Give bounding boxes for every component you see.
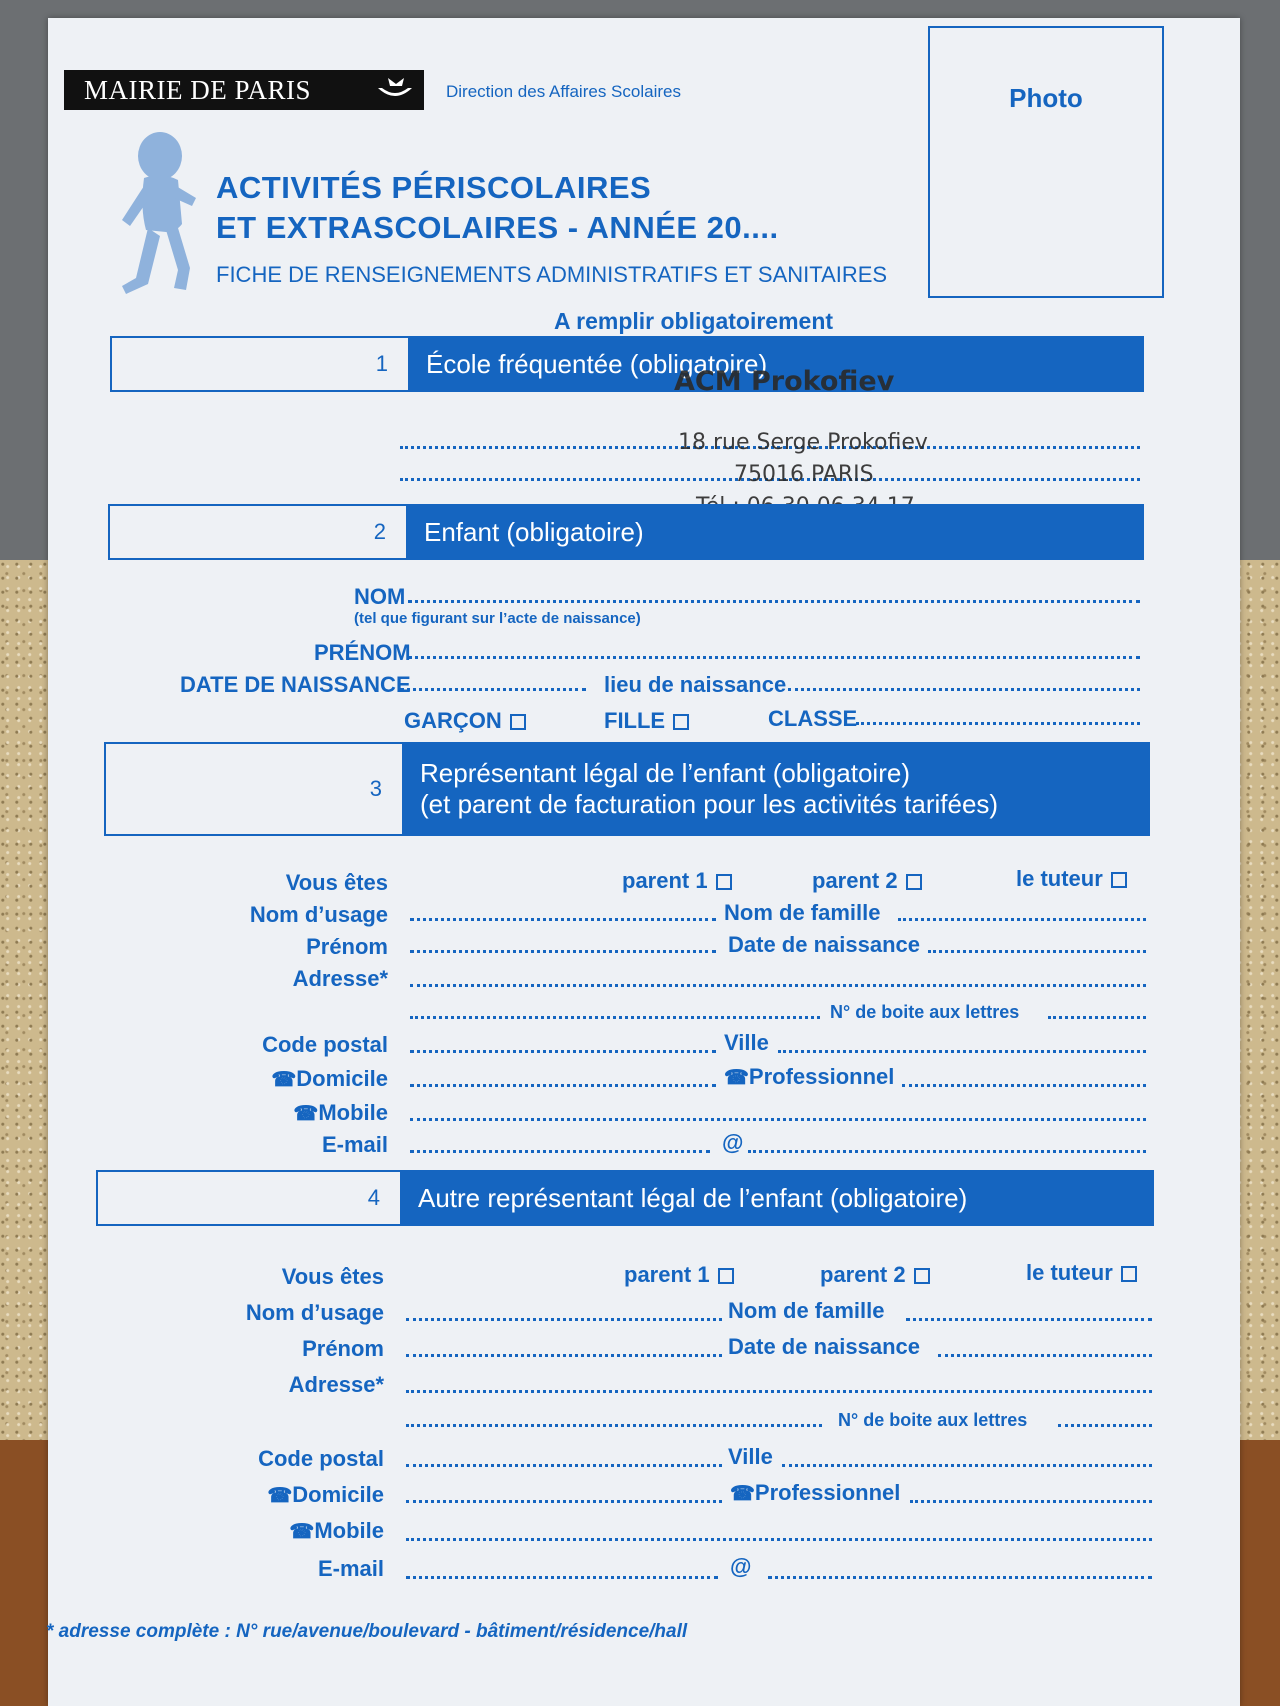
rep2-parent1-option[interactable]	[624, 1262, 734, 1288]
child-dob-field[interactable]	[400, 688, 586, 691]
fille-label: FILLE	[604, 708, 666, 733]
photo-box	[928, 26, 1164, 298]
parent1-label: parent 1	[622, 868, 708, 893]
child-prenom-field[interactable]	[408, 656, 1140, 659]
rep1-domicile-label	[188, 1066, 388, 1092]
section-3-header	[104, 742, 1150, 836]
rep2-nom-famille-field[interactable]	[906, 1318, 1152, 1321]
rep1-nom-famille-label: Nom de famille	[724, 900, 881, 925]
rep1-email-field[interactable]	[410, 1150, 710, 1153]
domicile-text: Domicile	[292, 1482, 384, 1507]
checkbox-icon[interactable]	[1121, 1266, 1137, 1282]
rep1-prenom-field[interactable]	[410, 950, 716, 953]
section-3-title-line1: Représentant légal de l’enfant (obligatoire)	[420, 758, 910, 788]
checkbox-icon[interactable]	[1111, 872, 1127, 888]
rep2-adresse-field[interactable]	[406, 1390, 1152, 1393]
rep2-tuteur-option[interactable]	[1026, 1260, 1137, 1286]
stamp-city: 75016 PARIS	[734, 462, 874, 487]
child-garcon-option[interactable]	[404, 708, 526, 734]
rep2-ville-label: Ville	[728, 1444, 773, 1469]
parent1-label: parent 1	[624, 1262, 710, 1287]
rep2-nom-famille-label: Nom de famille	[728, 1298, 885, 1323]
paris-ship-logo-icon	[374, 74, 416, 106]
section-4-title: Autre représentant légal de l’enfant (obligatoire)	[402, 1170, 1154, 1226]
telephone-icon: ☎	[724, 1067, 749, 1089]
photo-label: Photo	[1009, 82, 1083, 113]
rep2-adresse-field-2[interactable]	[406, 1424, 822, 1427]
professionnel-text: Professionnel	[748, 1064, 895, 1089]
checkbox-icon[interactable]	[914, 1268, 930, 1284]
domicile-text: Domicile	[296, 1066, 388, 1091]
child-classe-label: CLASSE	[768, 706, 858, 731]
rep2-vous-etes-label: Vous êtes	[281, 1264, 384, 1289]
checkbox-icon[interactable]	[906, 874, 922, 890]
rep1-professionnel-label	[724, 1064, 894, 1090]
checkbox-icon[interactable]	[716, 874, 732, 890]
child-nom-label: NOM	[354, 584, 406, 609]
rep2-nom-usage-field[interactable]	[406, 1318, 722, 1321]
rep1-vous-etes-label: Vous êtes	[285, 870, 388, 895]
rep1-code-postal-field[interactable]	[410, 1050, 716, 1053]
child-nom-field[interactable]	[408, 600, 1140, 603]
telephone-icon: ☎	[289, 1521, 315, 1543]
rep2-professionnel-field[interactable]	[910, 1500, 1152, 1503]
rep1-adresse-label: Adresse*	[292, 966, 388, 991]
child-prenom-label: PRÉNOM	[314, 640, 411, 665]
telephone-icon: ☎	[293, 1103, 319, 1125]
rep1-ville-field[interactable]	[778, 1050, 1146, 1053]
rep2-professionnel-label	[730, 1480, 900, 1506]
direction-label: Direction des Affaires Scolaires	[446, 82, 681, 101]
rep2-email-domain-field[interactable]	[768, 1576, 1152, 1579]
telephone-icon: ☎	[730, 1483, 755, 1505]
rep2-parent2-option[interactable]	[820, 1262, 930, 1288]
rep2-domicile-field[interactable]	[406, 1500, 722, 1503]
telephone-icon: ☎	[271, 1069, 297, 1091]
section-3-number: 3	[104, 742, 404, 836]
child-fille-option[interactable]	[604, 708, 689, 734]
section-1-title: École fréquentée (obligatoire)	[410, 336, 1144, 392]
rep2-email-label: E-mail	[317, 1556, 384, 1581]
rep1-adresse-field-2[interactable]	[410, 1016, 820, 1019]
form-title-line2: ET EXTRASCOLAIRES - ANNÉE 20....	[216, 210, 779, 245]
child-birthplace-field[interactable]	[788, 688, 1140, 691]
rep2-domicile-label	[184, 1482, 384, 1508]
rep1-professionnel-field[interactable]	[902, 1084, 1146, 1087]
rep1-boite-label: N° de boite aux lettres	[830, 1002, 1020, 1022]
rep1-nom-usage-field[interactable]	[410, 918, 716, 921]
stamp-street: 18 rue Serge Prokofiev	[678, 430, 928, 455]
child-dob-label: DATE DE NAISSANCE	[180, 672, 411, 697]
rep2-mobile-label	[184, 1518, 384, 1544]
rep2-ville-field[interactable]	[782, 1464, 1152, 1467]
rep1-tuteur-option[interactable]	[1016, 866, 1127, 892]
checkbox-icon[interactable]	[718, 1268, 734, 1284]
rep2-nom-usage-label: Nom d’usage	[245, 1300, 384, 1325]
rep1-ville-label: Ville	[724, 1030, 769, 1055]
rep1-email-label: E-mail	[321, 1132, 388, 1157]
section-1-number: 1	[110, 336, 410, 392]
section-4-number: 4	[96, 1170, 402, 1226]
rep1-parent1-option[interactable]	[622, 868, 732, 894]
rep2-code-postal-label: Code postal	[258, 1446, 384, 1471]
rep1-parent2-option[interactable]	[812, 868, 922, 894]
rep1-dob-field[interactable]	[928, 950, 1146, 953]
tuteur-label: le tuteur	[1026, 1260, 1113, 1285]
rep1-boite-field[interactable]	[1048, 1016, 1146, 1019]
checkbox-icon[interactable]	[510, 714, 526, 730]
child-silhouette-icon	[116, 128, 206, 300]
rep1-mobile-field[interactable]	[410, 1118, 1146, 1121]
stamp-name: ACM Prokofiev	[674, 366, 895, 397]
section-1-header	[110, 336, 1144, 392]
parent2-label: parent 2	[812, 868, 898, 893]
rep1-domicile-field[interactable]	[410, 1084, 716, 1087]
rep2-code-postal-field[interactable]	[406, 1464, 722, 1467]
mobile-text: Mobile	[318, 1100, 388, 1125]
rep2-boite-label: N° de boite aux lettres	[838, 1410, 1028, 1430]
rep1-mobile-label	[188, 1100, 388, 1126]
rep1-nom-famille-field[interactable]	[898, 918, 1146, 921]
rep1-email-domain-field[interactable]	[748, 1150, 1146, 1153]
rep2-email-field[interactable]	[406, 1576, 718, 1579]
section-2-title: Enfant (obligatoire)	[408, 504, 1144, 560]
rep2-at-sign: @	[730, 1554, 752, 1579]
rep2-prenom-field[interactable]	[406, 1354, 722, 1357]
form-title-line1: ACTIVITÉS PÉRISCOLAIRES	[216, 170, 652, 205]
rep2-mobile-field[interactable]	[406, 1538, 1152, 1541]
rep2-dob-label: Date de naissance	[728, 1334, 920, 1359]
rep2-adresse-label: Adresse*	[288, 1372, 384, 1397]
rep1-nom-usage-label: Nom d’usage	[249, 902, 388, 927]
section-2-header	[108, 504, 1144, 560]
address-footnote: * adresse complète : N° rue/avenue/boulevard - bâtiment/résidence/hall	[46, 1621, 688, 1642]
mobile-text: Mobile	[314, 1518, 384, 1543]
form-subtitle: FICHE DE RENSEIGNEMENTS ADMINISTRATIFS ET SANITAIRES	[216, 262, 888, 287]
rep2-prenom-label: Prénom	[302, 1336, 384, 1361]
rep2-boite-field[interactable]	[1058, 1424, 1152, 1427]
telephone-icon: ☎	[267, 1485, 293, 1507]
garcon-label: GARÇON	[404, 708, 502, 733]
section-2-number: 2	[108, 504, 408, 560]
rep1-dob-label: Date de naissance	[728, 932, 920, 957]
logo-text: MAIRIE DE PARIS	[84, 74, 312, 105]
checkbox-icon[interactable]	[673, 714, 689, 730]
section-3-title-line2: (et parent de facturation pour les activités tarifées)	[420, 789, 999, 819]
rep2-dob-field[interactable]	[938, 1354, 1152, 1357]
rep1-adresse-field[interactable]	[410, 984, 1146, 987]
child-nom-note: (tel que figurant sur l’acte de naissance)	[354, 610, 641, 627]
mairie-logo	[64, 70, 424, 110]
mandatory-note: A remplir obligatoirement	[554, 308, 834, 334]
section-3-title	[404, 742, 1150, 836]
rep1-at-sign: @	[722, 1130, 744, 1155]
professionnel-text: Professionnel	[754, 1480, 901, 1505]
form-sheet	[48, 18, 1240, 1706]
rep1-prenom-label: Prénom	[306, 934, 388, 959]
section-4-header	[96, 1170, 1154, 1226]
child-classe-field[interactable]	[856, 722, 1140, 725]
parent2-label: parent 2	[820, 1262, 906, 1287]
child-birthplace-label: lieu de naissance	[604, 672, 787, 697]
rep1-code-postal-label: Code postal	[262, 1032, 388, 1057]
tuteur-label: le tuteur	[1016, 866, 1103, 891]
